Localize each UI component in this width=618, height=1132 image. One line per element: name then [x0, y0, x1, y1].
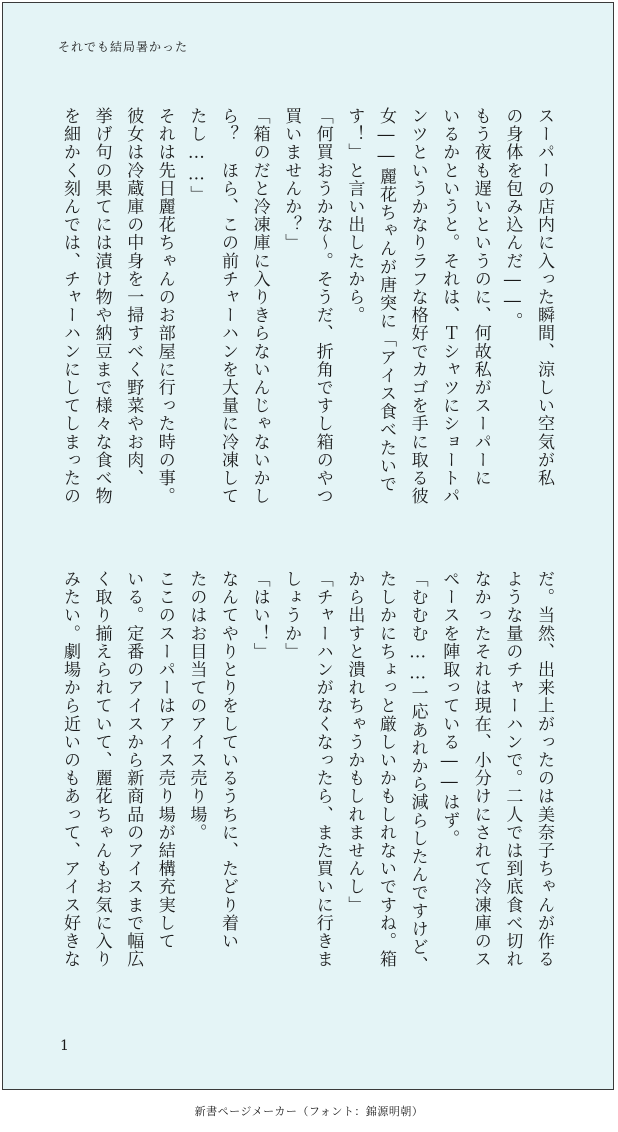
text-column: 挙げ句の果てには漬け物や納豆まで様々な食べ物 — [91, 107, 112, 506]
text-column: いるかというと。それは、Ｔシャツにショートパ — [439, 107, 460, 506]
text-column: 「はい！」 — [249, 570, 270, 661]
text-column: ンツというかなりラフな格好でカゴを手に取る彼 — [407, 107, 428, 506]
text-column: ここのスーパーはアイス売り場が結構充実して — [154, 570, 175, 951]
text-column: ペースを陣取っている――はず。 — [439, 570, 460, 848]
text-column: 彼女は冷蔵庫の中身を一掃すべく野菜やお肉、 — [123, 107, 144, 488]
text-column: だ。当然、出来上がったのは美奈子ちゃんが作る — [534, 570, 554, 969]
text-column: の身体を包み込んだ――。 — [502, 107, 523, 331]
page-number: 1 — [60, 1038, 69, 1054]
text-column: たしかにちょっと厳しいかもしれないですね。箱 — [376, 570, 396, 969]
footer-credit: 新書ページメーカー（フォント：錦源明朝） — [194, 1105, 424, 1118]
text-column: なかったそれは現在、小分けにされて冷凍庫のス — [470, 570, 491, 969]
text-column: いる。定番のアイスから新商品のアイスまで幅広 — [123, 570, 144, 969]
text-column: ら？ ほら、この前チャーハンを大量に冷凍して — [218, 107, 238, 506]
text-column: から出すと潰れちゃうかもしれませんし」 — [344, 570, 365, 914]
text-column: 「チャーハンがなくなったら、また買いに行きま — [312, 570, 333, 969]
text-column: ような量のチャーハンで。二人では到底食べ切れ — [502, 570, 523, 969]
text-column: もう夜も遅いというのに、何故私がスーパーに — [470, 107, 491, 488]
book-page — [2, 2, 614, 1090]
text-column: たし……」 — [186, 107, 207, 204]
text-column: 「むむむ……一応あれから減らしたんですけど、 — [407, 570, 428, 975]
text-column: 買いませんか？」 — [281, 107, 302, 252]
text-column: なんてやりとりをしているうちに、たどり着い — [218, 570, 238, 951]
text-column: しょうか」 — [281, 570, 302, 661]
text-column: く取り揃えられていて、麗花ちゃんもお気に入り — [91, 570, 112, 969]
text-column: たのはお目当てのアイス売り場。 — [186, 570, 207, 842]
text-column: 「箱のだと冷凍庫に入りきらないんじゃないかし — [249, 107, 270, 506]
text-column: す！」と言い出したから。 — [344, 107, 365, 325]
text-column: みたい。劇場から近いのもあって、アイス好きな — [60, 570, 80, 969]
running-header: それでも結局暑かった — [58, 40, 189, 54]
text-column: それは先日麗花ちゃんのお部屋に行った時の事。 — [154, 107, 175, 506]
text-column: を細かく刻んでは、チャーハンにしてしまったの — [60, 107, 80, 506]
text-column: 「何買おうかな～。そうだ、折角ですし箱のやつ — [312, 107, 333, 506]
text-column: スーパーの店内に入った瞬間、涼しい空気が私 — [534, 107, 554, 488]
text-column: 女――麗花ちゃんが唐突に「アイス食べたいで — [376, 107, 396, 494]
